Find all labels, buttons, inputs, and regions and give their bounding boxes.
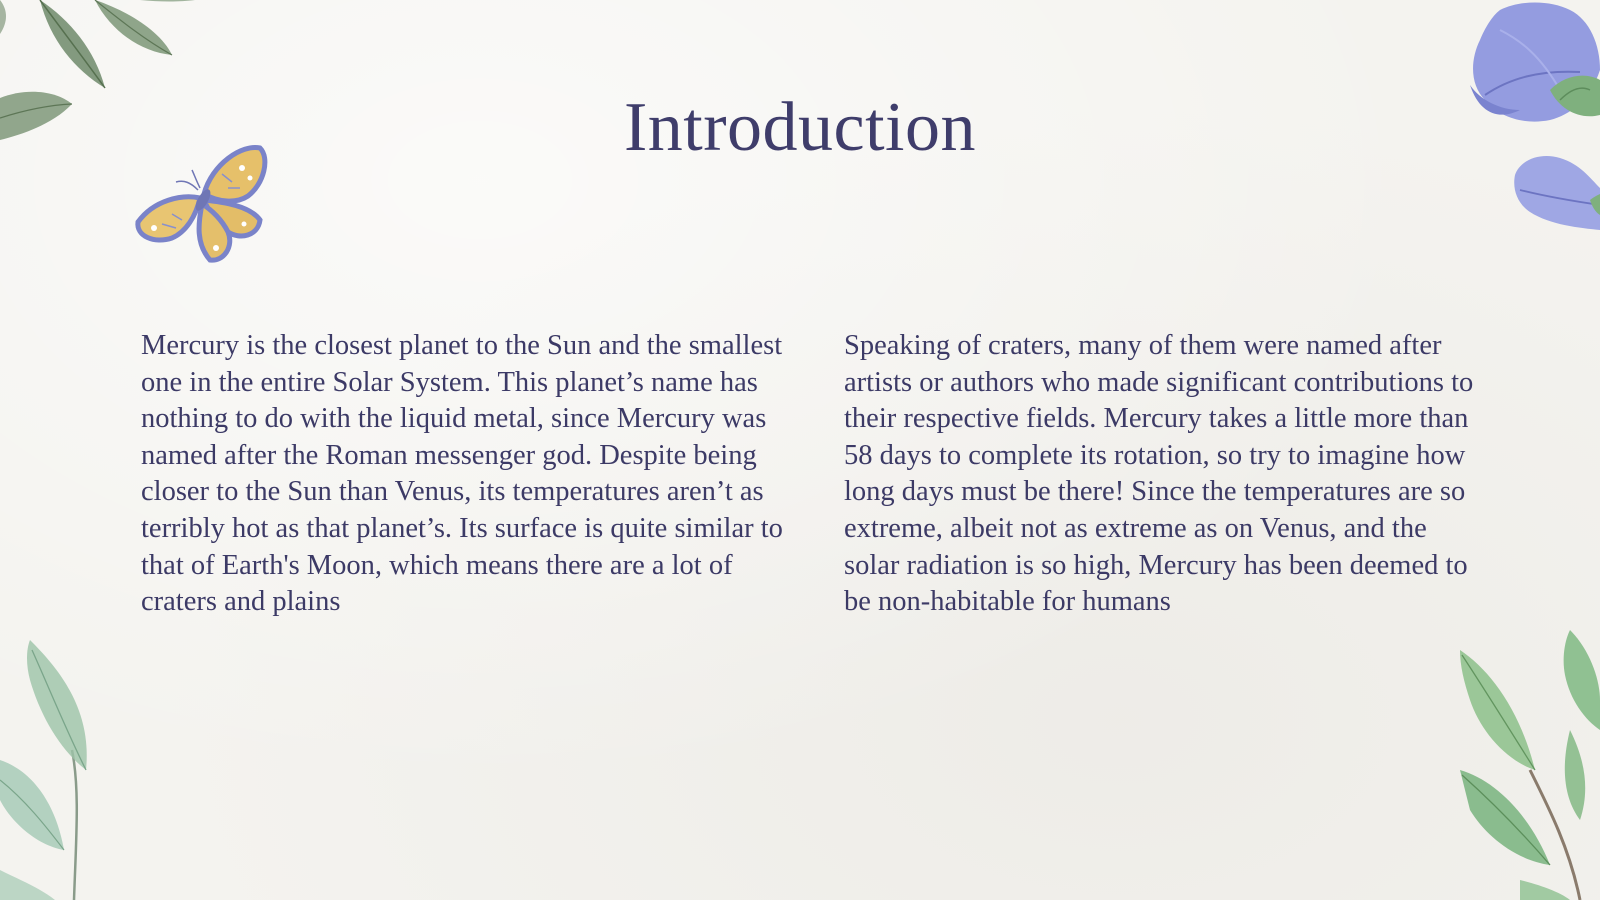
bottom-left-leaves-illustration [0, 640, 130, 900]
slide-title: Introduction [623, 89, 977, 166]
bottom-right-leaves-illustration [1460, 630, 1600, 900]
right-paragraph: Speaking of craters, many of them were named after artists or authors who made significant contributions to their respective fields. Mercury takes a little more than 58 days to complete its rotation, so try to imagine how long days must be there! Since the temperatures are so extreme, albeit not as extreme as on Venus, and the solar radiation is so high, Mercury has been deemed to be non-habitable for humans [844, 330, 1474, 618]
left-paragraph: Mercury is the closest planet to the Sun and the smallest one in the entire Solar System. This planet’s name has nothing to do with the liquid metal, since Mercury was named after the Roman messenger god. Despite being closer to the Sun than Venus, its temperatures aren’t as terribly hot as that planet’s. Its surface is quite similar to that of Earth's Moon, which means there are a lot of craters and plains [141, 330, 783, 618]
